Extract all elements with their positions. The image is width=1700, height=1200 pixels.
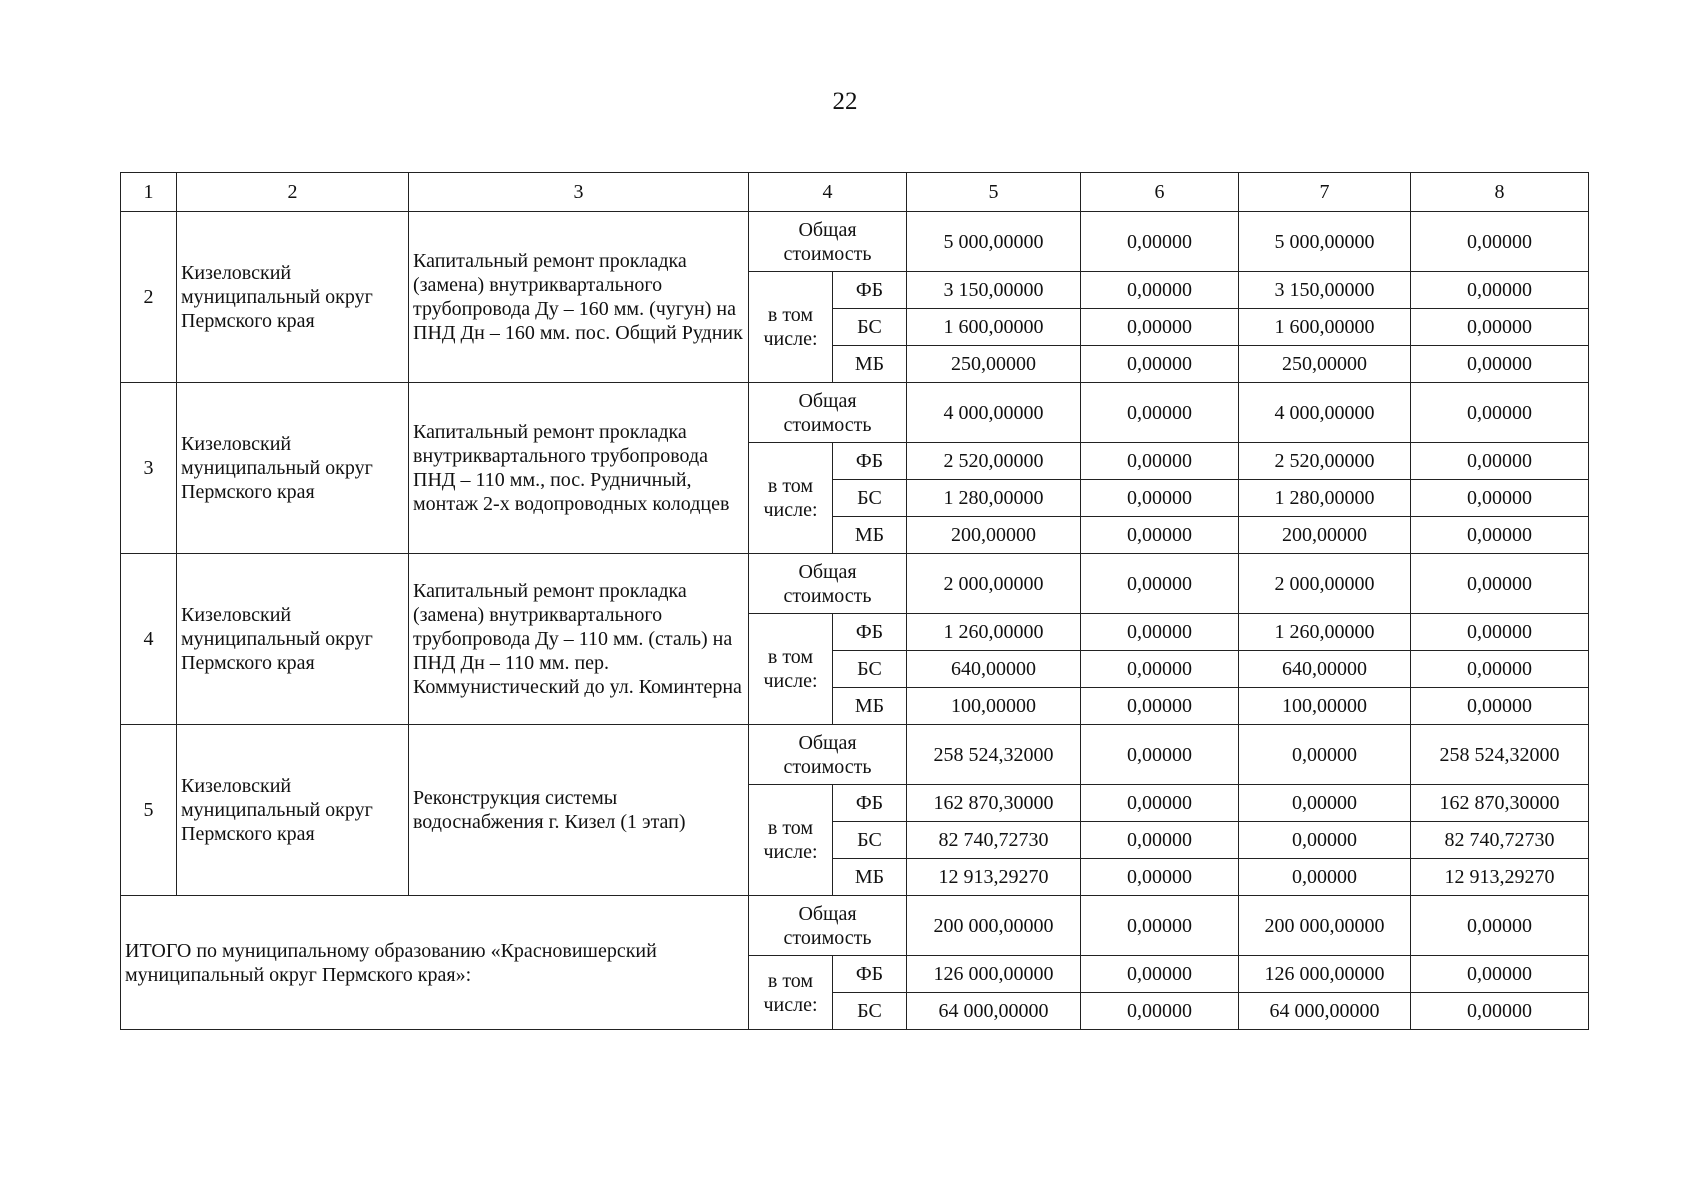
total-value: 4 000,00000: [907, 383, 1081, 443]
total-value: 0,00000: [1081, 383, 1239, 443]
source-value: 0,00000: [1081, 688, 1239, 725]
source-value: 250,00000: [907, 346, 1081, 383]
project-description: Реконструкция системы водоснабжения г. Кизел (1 этап): [409, 725, 749, 896]
source-value: 0,00000: [1411, 272, 1589, 309]
source-value: 0,00000: [1411, 651, 1589, 688]
source-value: 3 150,00000: [1239, 272, 1411, 309]
source-value: 0,00000: [1081, 651, 1239, 688]
municipality-name: Кизеловский муниципальный округ Пермского края: [177, 554, 409, 725]
total-value: 258 524,32000: [1411, 725, 1589, 785]
source-value: 0,00000: [1081, 859, 1239, 896]
project-description: Капитальный ремонт прокладка (замена) внутриквартального трубопровода Ду – 160 мм. (чугун) на ПНД Дн – 160 мм. пос. Общий Рудник: [409, 212, 749, 383]
source-value: 3 150,00000: [907, 272, 1081, 309]
source-value: 2 520,00000: [907, 443, 1081, 480]
source-value: 0,00000: [1411, 614, 1589, 651]
row-number: 3: [121, 383, 177, 554]
source-value: 0,00000: [1411, 956, 1589, 993]
source-value: 100,00000: [1239, 688, 1411, 725]
municipality-name: Кизеловский муниципальный округ Пермского края: [177, 383, 409, 554]
header-cell: 2: [177, 173, 409, 212]
total-cost-label: Общая стоимость: [749, 896, 907, 956]
total-value: 0,00000: [1081, 896, 1239, 956]
grand-total-row: [121, 896, 1589, 956]
source-value: 1 600,00000: [907, 309, 1081, 346]
funding-source: БС: [833, 822, 907, 859]
project-total-row: [121, 383, 1589, 443]
grand-total-label: ИТОГО по муниципальному образованию «Красновишерский муниципальный округ Пермского края»:: [121, 896, 749, 1030]
source-value: 0,00000: [1411, 443, 1589, 480]
source-value: 0,00000: [1411, 346, 1589, 383]
project-total-row: [121, 725, 1589, 785]
source-value: 250,00000: [1239, 346, 1411, 383]
row-number: 5: [121, 725, 177, 896]
including-label: в том числе:: [749, 443, 833, 554]
total-value: 4 000,00000: [1239, 383, 1411, 443]
source-value: 82 740,72730: [907, 822, 1081, 859]
total-value: 200 000,00000: [907, 896, 1081, 956]
source-value: 0,00000: [1411, 688, 1589, 725]
source-value: 126 000,00000: [1239, 956, 1411, 993]
source-value: 126 000,00000: [907, 956, 1081, 993]
total-value: 258 524,32000: [907, 725, 1081, 785]
source-value: 200,00000: [1239, 517, 1411, 554]
total-value: 2 000,00000: [907, 554, 1081, 614]
source-value: 1 260,00000: [1239, 614, 1411, 651]
source-value: 12 913,29270: [1411, 859, 1589, 896]
total-value: 0,00000: [1239, 725, 1411, 785]
header-cell: 8: [1411, 173, 1589, 212]
source-value: 82 740,72730: [1411, 822, 1589, 859]
funding-source: МБ: [833, 688, 907, 725]
header-cell: 7: [1239, 173, 1411, 212]
project-total-row: [121, 212, 1589, 272]
funding-source: МБ: [833, 859, 907, 896]
funding-source: МБ: [833, 346, 907, 383]
total-value: 0,00000: [1411, 896, 1589, 956]
source-value: 100,00000: [907, 688, 1081, 725]
funding-source: ФБ: [833, 614, 907, 651]
including-label: в том числе:: [749, 614, 833, 725]
total-value: 200 000,00000: [1239, 896, 1411, 956]
source-value: 0,00000: [1081, 346, 1239, 383]
funding-source: ФБ: [833, 272, 907, 309]
source-value: 0,00000: [1411, 993, 1589, 1030]
source-value: 640,00000: [1239, 651, 1411, 688]
total-value: 0,00000: [1411, 554, 1589, 614]
total-value: 5 000,00000: [1239, 212, 1411, 272]
source-value: 200,00000: [907, 517, 1081, 554]
page-number: 22: [832, 88, 858, 115]
total-cost-label: Общая стоимость: [749, 725, 907, 785]
total-value: 0,00000: [1411, 212, 1589, 272]
project-description: Капитальный ремонт прокладка внутриквартального трубопровода ПНД – 110 мм., пос. Рудничный, монтаж 2-х водопроводных колодцев: [409, 383, 749, 554]
project-total-row: [121, 554, 1589, 614]
source-value: 0,00000: [1081, 822, 1239, 859]
source-value: 0,00000: [1081, 956, 1239, 993]
header-cell: 6: [1081, 173, 1239, 212]
source-value: 1 600,00000: [1239, 309, 1411, 346]
municipality-name: Кизеловский муниципальный округ Пермского края: [177, 725, 409, 896]
total-value: 5 000,00000: [907, 212, 1081, 272]
source-value: 12 913,29270: [907, 859, 1081, 896]
source-value: 64 000,00000: [1239, 993, 1411, 1030]
total-value: 0,00000: [1411, 383, 1589, 443]
including-label: в том числе:: [749, 785, 833, 896]
source-value: 1 260,00000: [907, 614, 1081, 651]
row-number: 4: [121, 554, 177, 725]
source-value: 0,00000: [1081, 480, 1239, 517]
funding-source: БС: [833, 993, 907, 1030]
source-value: 0,00000: [1411, 517, 1589, 554]
source-value: 0,00000: [1411, 480, 1589, 517]
total-value: 2 000,00000: [1239, 554, 1411, 614]
funding-source: БС: [833, 309, 907, 346]
source-value: 2 520,00000: [1239, 443, 1411, 480]
header-cell: 1: [121, 173, 177, 212]
including-label: в том числе:: [749, 956, 833, 1030]
source-value: 0,00000: [1239, 785, 1411, 822]
source-value: 0,00000: [1081, 785, 1239, 822]
total-cost-label: Общая стоимость: [749, 383, 907, 443]
source-value: 0,00000: [1081, 309, 1239, 346]
source-value: 1 280,00000: [907, 480, 1081, 517]
source-value: 162 870,30000: [1411, 785, 1589, 822]
source-value: 0,00000: [1239, 822, 1411, 859]
budget-table: [120, 172, 1589, 1030]
source-value: 0,00000: [1081, 993, 1239, 1030]
total-value: 0,00000: [1081, 725, 1239, 785]
funding-source: ФБ: [833, 785, 907, 822]
source-value: 0,00000: [1081, 614, 1239, 651]
project-description: Капитальный ремонт прокладка (замена) внутриквартального трубопровода Ду – 110 мм. (сталь) на ПНД Дн – 110 мм. пер. Коммунистический до ул. Коминтерна: [409, 554, 749, 725]
source-value: 0,00000: [1239, 859, 1411, 896]
row-number: 2: [121, 212, 177, 383]
source-value: 0,00000: [1411, 309, 1589, 346]
header-cell: 5: [907, 173, 1081, 212]
total-cost-label: Общая стоимость: [749, 554, 907, 614]
source-value: 640,00000: [907, 651, 1081, 688]
total-cost-label: Общая стоимость: [749, 212, 907, 272]
header-cell: 3: [409, 173, 749, 212]
source-value: 0,00000: [1081, 443, 1239, 480]
funding-source: МБ: [833, 517, 907, 554]
municipality-name: Кизеловский муниципальный округ Пермского края: [177, 212, 409, 383]
source-value: 0,00000: [1081, 272, 1239, 309]
total-value: 0,00000: [1081, 554, 1239, 614]
header-cell: 4: [749, 173, 907, 212]
funding-source: БС: [833, 480, 907, 517]
source-value: 162 870,30000: [907, 785, 1081, 822]
funding-source: ФБ: [833, 956, 907, 993]
header-row: [121, 173, 1589, 212]
source-value: 1 280,00000: [1239, 480, 1411, 517]
total-value: 0,00000: [1081, 212, 1239, 272]
source-value: 0,00000: [1081, 517, 1239, 554]
source-value: 64 000,00000: [907, 993, 1081, 1030]
funding-source: ФБ: [833, 443, 907, 480]
including-label: в том числе:: [749, 272, 833, 383]
funding-source: БС: [833, 651, 907, 688]
